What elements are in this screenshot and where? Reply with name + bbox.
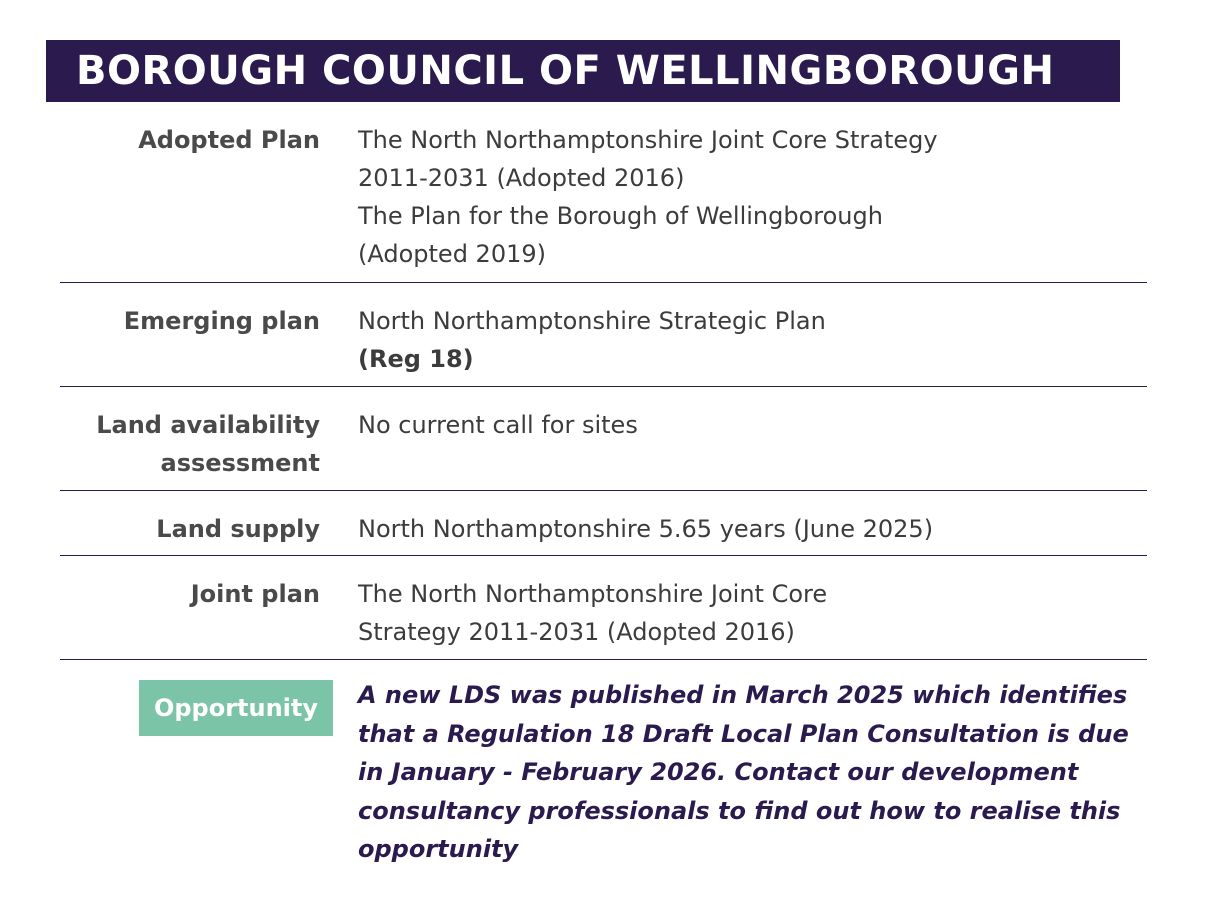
opportunity-line: that a Regulation 18 Draft Local Plan Consultation is due	[358, 719, 1129, 748]
row-label: Joint plan	[190, 580, 320, 608]
value-line: North Northamptonshire Strategic Plan	[358, 307, 826, 335]
value-line: 2011-2031 (Adopted 2016)	[358, 164, 685, 192]
row-land-availability	[60, 387, 1147, 491]
row-label: Land supply	[156, 515, 320, 543]
opportunity-line: A new LDS was published in March 2025 which identifies	[358, 681, 1128, 709]
value-line-bold: (Reg 18)	[358, 345, 474, 373]
opportunity-line: consultancy professionals to find out how to realise this	[358, 796, 1121, 825]
row-adopted-plan	[60, 102, 1147, 283]
row-joint-plan	[60, 556, 1147, 660]
label-line: assessment	[160, 449, 320, 477]
opportunity-text	[358, 676, 1129, 869]
row-label: Emerging plan	[123, 307, 320, 335]
value-line: The North Northamptonshire Joint Core Strategy	[358, 126, 938, 154]
value-line: Strategy 2011-2031 (Adopted 2016)	[358, 618, 795, 646]
opportunity-line: in January - February 2026. Contact our development	[358, 758, 1079, 786]
opportunity-line: opportunity	[358, 835, 519, 863]
title-banner	[46, 40, 1120, 102]
row-label: Adopted Plan	[138, 126, 320, 154]
row-label	[60, 406, 320, 490]
row-value	[358, 510, 1118, 555]
row-value	[358, 575, 1118, 659]
row-emerging-plan	[60, 283, 1147, 387]
row-value	[358, 302, 1118, 386]
value-line: (Adopted 2019)	[358, 240, 546, 268]
opportunity-badge: Opportunity	[139, 680, 333, 736]
row-land-supply	[60, 491, 1147, 556]
value-line: The North Northamptonshire Joint Core	[358, 580, 828, 608]
value-line: No current call for sites	[358, 411, 638, 439]
value-line: North Northamptonshire 5.65 years (June 2025)	[358, 515, 934, 543]
row-value	[358, 406, 1118, 490]
opportunity-section	[60, 676, 1147, 869]
plan-table	[60, 102, 1147, 660]
value-line: The Plan for the Borough of Wellingborough	[358, 202, 883, 230]
row-value	[358, 121, 1118, 272]
label-line: Land availability	[96, 411, 320, 439]
page-title: BOROUGH COUNCIL OF WELLINGBOROUGH	[76, 48, 1055, 94]
